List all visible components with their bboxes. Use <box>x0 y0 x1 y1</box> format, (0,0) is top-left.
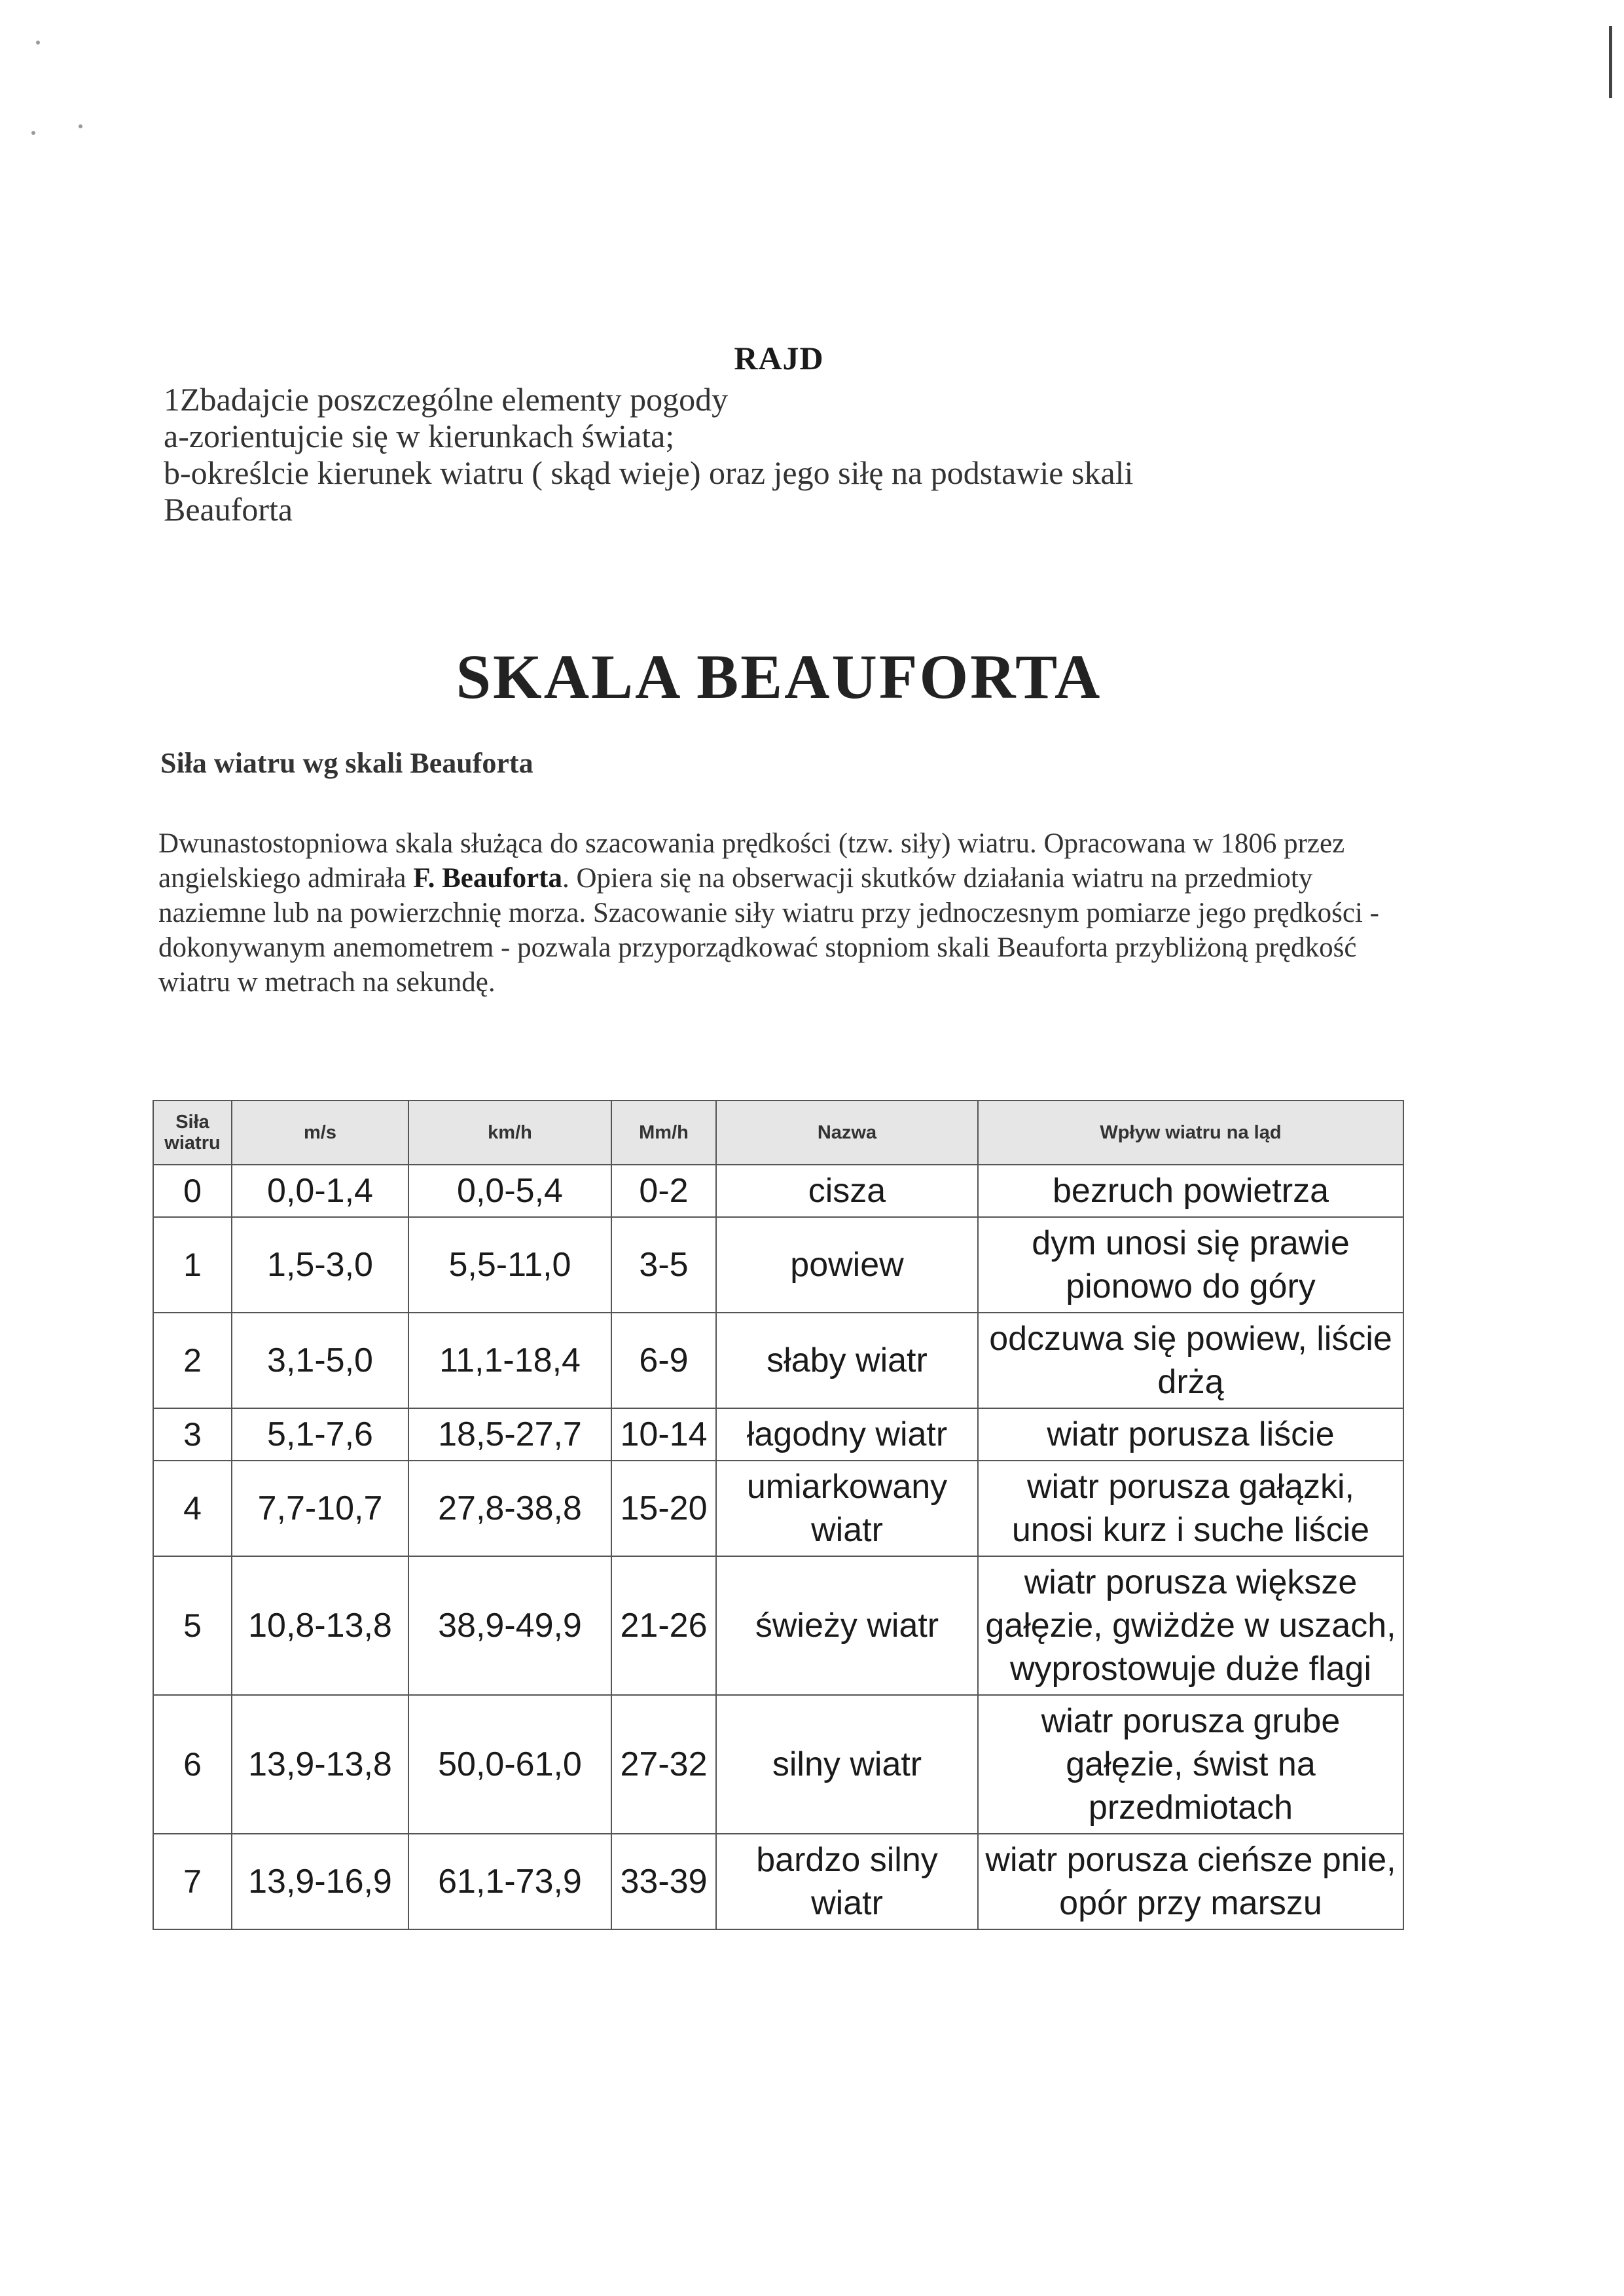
cell-kmh: 27,8-38,8 <box>408 1461 611 1556</box>
header-wplyw: Wpływ wiatru na ląd <box>978 1101 1403 1165</box>
scan-speck <box>79 124 82 128</box>
scan-speck <box>31 131 35 135</box>
cell-mmh: 0-2 <box>611 1165 716 1217</box>
cell-kmh: 0,0-5,4 <box>408 1165 611 1217</box>
cell-ms: 1,5-3,0 <box>232 1217 408 1313</box>
cell-wplyw: odczuwa się powiew, liście drżą <box>978 1313 1403 1408</box>
cell-mmh: 27-32 <box>611 1695 716 1834</box>
cell-nazwa: bardzo silny wiatr <box>716 1834 978 1929</box>
table-row <box>153 1834 1403 1929</box>
scan-speck <box>36 41 40 45</box>
task-line: a-zorientujcie się w kierunkach świata; <box>164 418 675 454</box>
table-row <box>153 1217 1403 1313</box>
cell-ms: 5,1-7,6 <box>232 1408 408 1461</box>
cell-sila: 4 <box>153 1461 232 1556</box>
cell-mmh: 33-39 <box>611 1834 716 1929</box>
cell-ms: 7,7-10,7 <box>232 1461 408 1556</box>
cell-ms: 13,9-16,9 <box>232 1834 408 1929</box>
task-line: Beauforta <box>164 491 293 528</box>
intro-paragraph <box>158 826 1402 1000</box>
table-row <box>153 1556 1403 1695</box>
task-line: 1Zbadajcie poszczególne elementy pogody <box>164 381 729 418</box>
header-mmh: Mm/h <box>611 1101 716 1165</box>
intro-bold-name: F. Beauforta <box>413 863 562 894</box>
cell-wplyw: bezruch powietrza <box>978 1165 1403 1217</box>
header-kmh: km/h <box>408 1101 611 1165</box>
cell-mmh: 21-26 <box>611 1556 716 1695</box>
table-row <box>153 1313 1403 1408</box>
cell-wplyw: wiatr porusza grube gałęzie, świst na przedmiotach <box>978 1695 1403 1834</box>
cell-kmh: 5,5-11,0 <box>408 1217 611 1313</box>
cell-mmh: 15-20 <box>611 1461 716 1556</box>
table-header-row <box>153 1101 1403 1165</box>
intro-text-1: Dwunastostopniowa skala służąca do szacowania prędkości (tzw. siły) wiatru. Opracowana w 1806 przez angielskiego admirała <box>158 828 1345 894</box>
task-instructions <box>164 381 1407 528</box>
cell-wplyw: wiatr porusza większe gałęzie, gwiżdże w uszach, wyprostowuje duże flagi <box>978 1556 1403 1695</box>
cell-nazwa: powiew <box>716 1217 978 1313</box>
cell-ms: 10,8-13,8 <box>232 1556 408 1695</box>
cell-nazwa: cisza <box>716 1165 978 1217</box>
header-ms: m/s <box>232 1101 408 1165</box>
beaufort-table <box>153 1100 1404 1930</box>
table-row <box>153 1695 1403 1834</box>
page-title: SKALA BEAUFORTA <box>456 642 1102 712</box>
cell-wplyw: dym unosi się prawie pionowo do góry <box>978 1217 1403 1313</box>
cell-wplyw: wiatr porusza liście <box>978 1408 1403 1461</box>
cell-wplyw: wiatr porusza cieńsze pnie, opór przy marszu <box>978 1834 1403 1929</box>
intro-text-2: . Opiera się na obserwacji skutków działania wiatru na przedmioty naziemne lub na powierzchnię morza. Szacowanie siły wiatru przy jednoczesnym pomiarze jego prędkości - dokonywanym anemometrem - pozwala przyporządkować stopniom skali Beauforta przybliżoną prędkość wiatru w metrach na sekundę. <box>158 863 1379 998</box>
cell-sila: 0 <box>153 1165 232 1217</box>
section-subtitle: Siła wiatru wg skali Beauforta <box>160 747 533 779</box>
cell-ms: 3,1-5,0 <box>232 1313 408 1408</box>
table-row <box>153 1165 1403 1217</box>
header-sila: Siła wiatru <box>153 1101 232 1165</box>
cell-mmh: 6-9 <box>611 1313 716 1408</box>
cell-sila: 3 <box>153 1408 232 1461</box>
cell-nazwa: umiarkowany wiatr <box>716 1461 978 1556</box>
cell-sila: 2 <box>153 1313 232 1408</box>
cell-ms: 0,0-1,4 <box>232 1165 408 1217</box>
table-row <box>153 1408 1403 1461</box>
cell-mmh: 10-14 <box>611 1408 716 1461</box>
cell-ms: 13,9-13,8 <box>232 1695 408 1834</box>
cell-mmh: 3-5 <box>611 1217 716 1313</box>
task-line: b-określcie kierunek wiatru ( skąd wieje) oraz jego siłę na podstawie skali <box>164 454 1134 491</box>
cell-nazwa: świeży wiatr <box>716 1556 978 1695</box>
cell-wplyw: wiatr porusza gałązki, unosi kurz i suche liście <box>978 1461 1403 1556</box>
cell-kmh: 38,9-49,9 <box>408 1556 611 1695</box>
cell-sila: 6 <box>153 1695 232 1834</box>
scan-edge-mark <box>1609 26 1612 98</box>
cell-sila: 1 <box>153 1217 232 1313</box>
cell-kmh: 11,1-18,4 <box>408 1313 611 1408</box>
header-nazwa: Nazwa <box>716 1101 978 1165</box>
cell-sila: 5 <box>153 1556 232 1695</box>
cell-nazwa: słaby wiatr <box>716 1313 978 1408</box>
cell-nazwa: silny wiatr <box>716 1695 978 1834</box>
cell-kmh: 18,5-27,7 <box>408 1408 611 1461</box>
rajd-heading: RAJD <box>734 340 824 376</box>
cell-sila: 7 <box>153 1834 232 1929</box>
cell-kmh: 61,1-73,9 <box>408 1834 611 1929</box>
cell-nazwa: łagodny wiatr <box>716 1408 978 1461</box>
table-row <box>153 1461 1403 1556</box>
cell-kmh: 50,0-61,0 <box>408 1695 611 1834</box>
